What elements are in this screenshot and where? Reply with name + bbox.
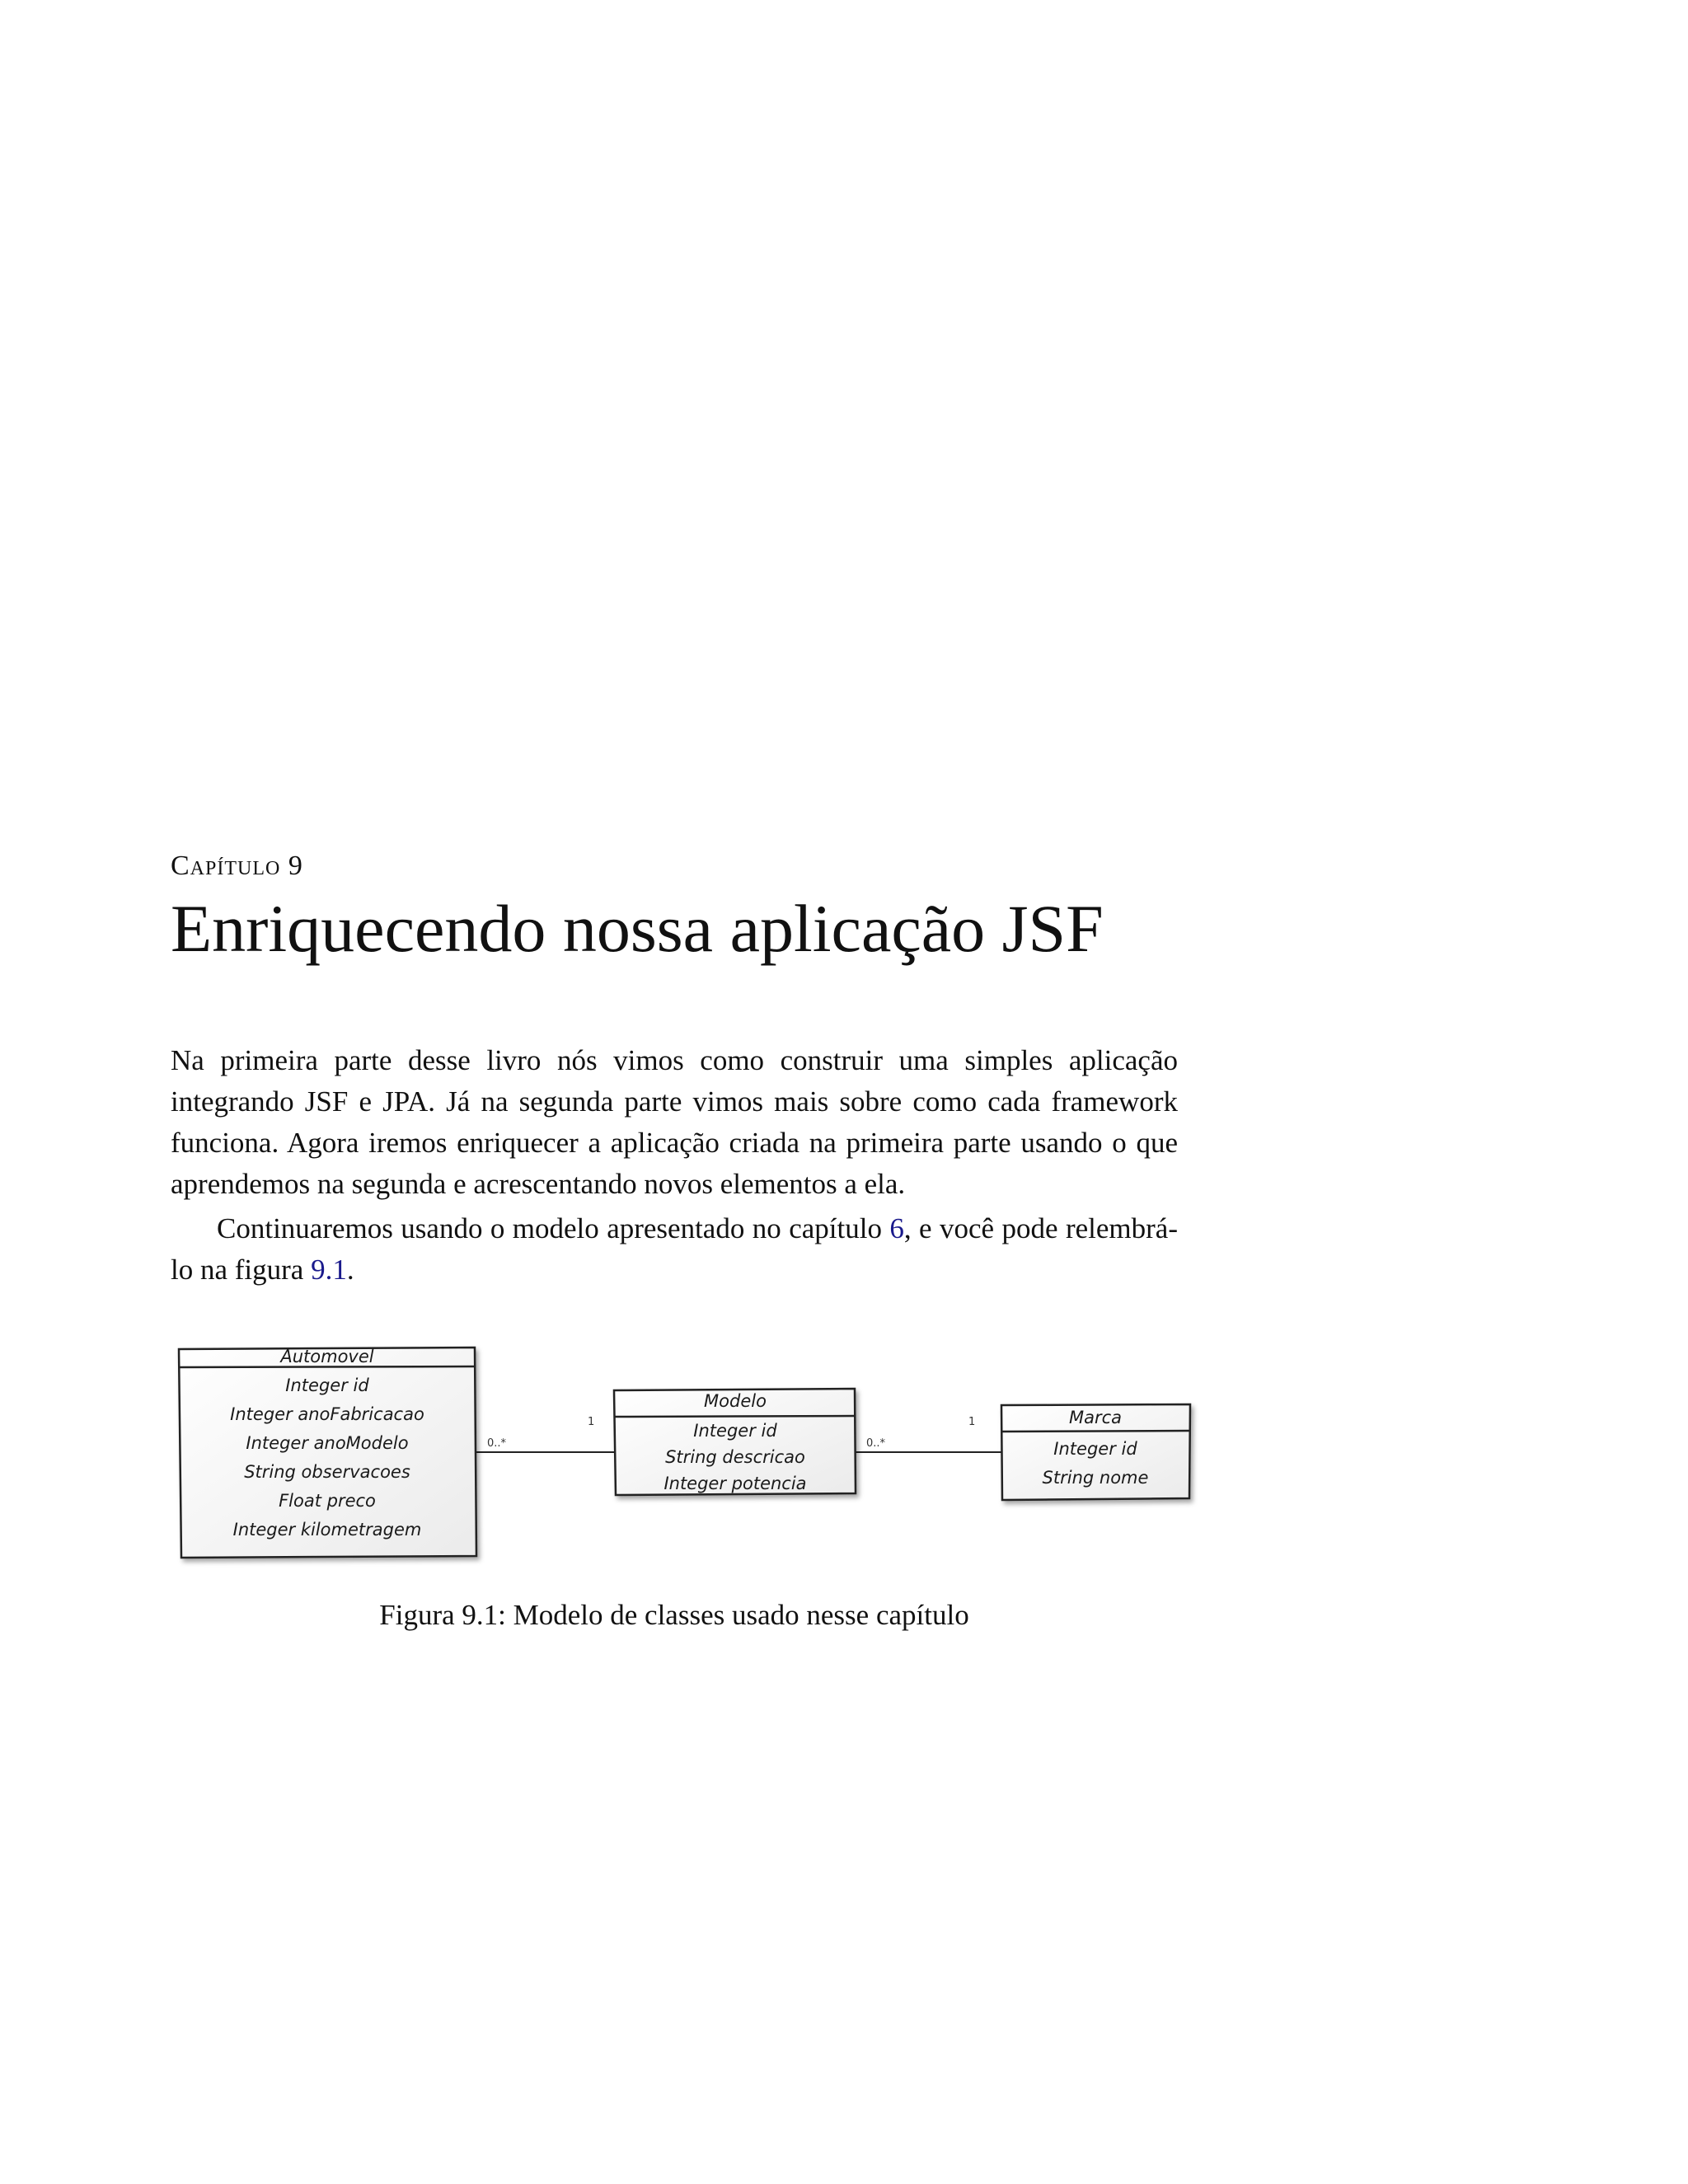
paragraph-continue-text-2: , e você pode relembrá-lo na figura	[171, 1212, 1178, 1286]
automovel-attribute: Integer anoFabricacao	[230, 1404, 424, 1424]
class-name-marca: Marca	[1068, 1408, 1123, 1427]
automovel-attribute: Integer kilometragem	[232, 1520, 422, 1540]
chapter-title: Enriquecendo nossa aplicação JSF	[171, 891, 1104, 966]
class-diagram	[171, 1339, 1193, 1570]
figure-caption: Figura 9.1: Modelo de classes usado nesse capítulo	[379, 1599, 969, 1631]
paragraph-continue-text-1: Continuaremos usando o modelo apresentado no capítulo	[217, 1212, 890, 1244]
paragraph-continue	[171, 1208, 1178, 1291]
class-diagram-figure	[171, 1339, 1193, 1570]
marca-attribute: String nome	[1042, 1468, 1149, 1488]
class-name-modelo: Modelo	[704, 1391, 767, 1411]
chapter-reference-link[interactable]: 6	[889, 1212, 904, 1244]
automovel-attribute: Integer anoModelo	[246, 1433, 409, 1453]
class-box-modelo	[614, 1389, 856, 1495]
automovel-attribute: String observacoes	[244, 1462, 410, 1482]
multiplicity-marca-side: 1	[968, 1416, 976, 1428]
marca-attribute: Integer id	[1053, 1439, 1137, 1459]
automovel-attribute: Integer id	[285, 1376, 369, 1395]
multiplicity-modelo-marca-side: 0..*	[866, 1437, 886, 1450]
body-text	[171, 1040, 1178, 1294]
paragraph-continue-text-3: .	[346, 1254, 354, 1286]
modelo-attribute: Integer potencia	[663, 1474, 807, 1493]
automovel-attribute: Float preco	[279, 1491, 376, 1511]
class-box-marca	[1001, 1404, 1190, 1500]
figure-reference-link[interactable]: 9.1	[311, 1254, 347, 1286]
paragraph-intro: Na primeira parte desse livro nós vimos como construir uma simples aplicação integrando JSF e JPA. Já na segunda parte vimos mais sobre como cada framework funciona. Agora iremos enriquecer a aplicação criada na primeira parte usando o que aprendemos na segunda e acrescentando novos elementos a ela.	[171, 1044, 1178, 1200]
multiplicity-modelo-side: 1	[588, 1416, 595, 1428]
multiplicity-automovel-side: 0..*	[487, 1437, 507, 1450]
class-name-automovel: Automovel	[280, 1347, 374, 1366]
chapter-label: Capítulo 9	[171, 851, 303, 881]
modelo-attribute: Integer id	[693, 1421, 777, 1441]
class-box-automovel	[179, 1347, 476, 1558]
modelo-attribute: String descricao	[665, 1447, 805, 1467]
